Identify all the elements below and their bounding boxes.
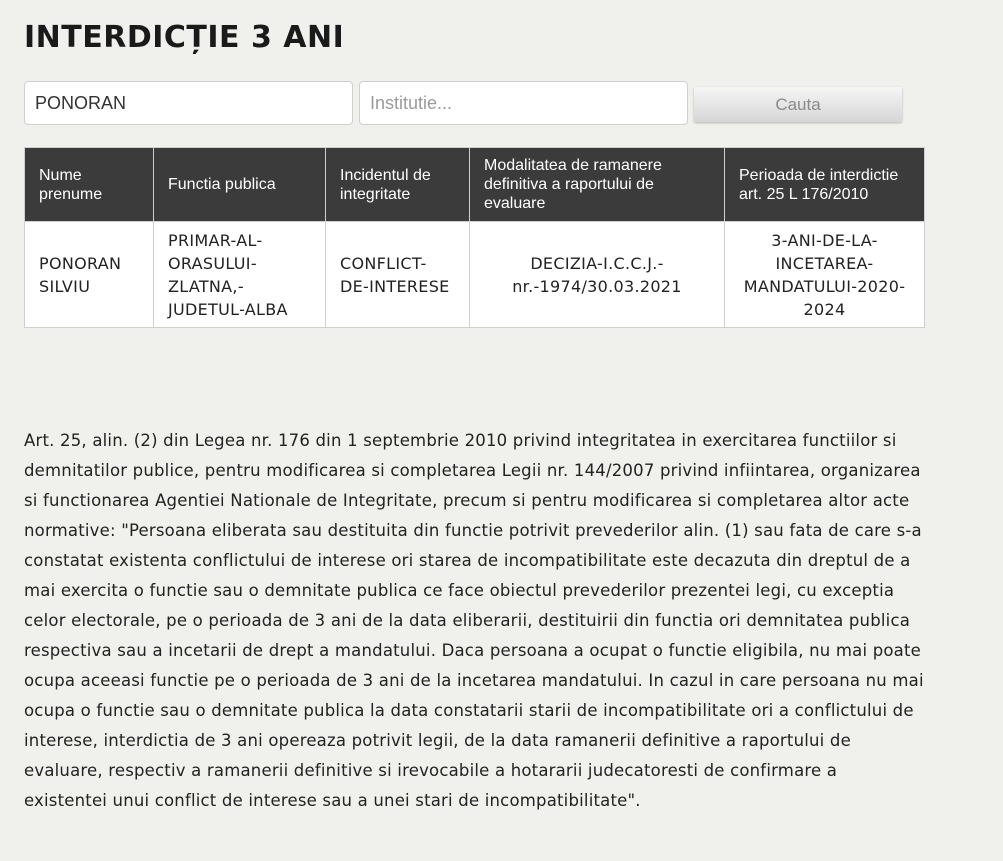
page-title: INTERDICȚIE 3 ANI xyxy=(24,20,345,55)
column-header-modality: Modalitatea de ramanere definitiva a raportului de evaluare xyxy=(470,148,725,222)
cell-name: PONORAN SILVIU xyxy=(25,222,154,328)
column-header-period: Perioada de interdictie art. 25 L 176/2010 xyxy=(725,148,925,222)
cell-incident: CONFLICT-DE-INTERESE xyxy=(326,222,470,328)
table-row xyxy=(25,222,925,328)
search-button[interactable]: Cauta xyxy=(694,87,902,122)
cell-modality: DECIZIA-I.C.C.J.-nr.-1974/30.03.2021 xyxy=(470,222,725,328)
column-header-name: Nume prenume xyxy=(25,148,154,222)
search-bar xyxy=(24,81,924,125)
column-header-incident: Incidentul de integritate xyxy=(326,148,470,222)
table-header-row xyxy=(25,148,925,222)
legal-text-paragraph: Art. 25, alin. (2) din Legea nr. 176 din 1 septembrie 2010 privind integritatea in exercitarea functiilor si demnitatilor publice, pentru modificarea si completarea Legii nr. 144/2007 privind infiintarea, organizarea si functionarea Agentiei Nationale de Integritate, precum si pentru modificarea si completarea altor acte normative: "Persoana eliberata sau destituita din functie potrivit prevederilor alin. (1) sau fata de care s-a constatat existenta conflictului de interese ori starea de incompatibilitate este decazuta din dreptul de a mai exercita o functie sau o demnitate publica ce face obiectul prevederilor prezentei legi, cu exceptia celor electorale, pe o perioada de 3 ani de la data eliberarii, destituirii din functia ori demnitatea publica respectiva sau a incetarii de drept a mandatului. Daca persoana a ocupat o functie eligibila, nu mai poate ocupa aceeasi functie pe o perioada de 3 ani de la incetarea mandatului. In cazul in care persoana nu mai ocupa o functie sau o demnitate publica la data constatarii starii de incompatibilitate ori a conflictului de interese, interdictia de 3 ani opereaza potrivit legii, de la data ramanerii definitive a raportului de evaluare, respectiv a ramanerii definitive si irevocabile a hotararii judecatoresti de confirmare a existentei unui conflict de interese sau a unei stari de incompatibilitate". xyxy=(24,431,924,810)
cell-period: 3-ANI-DE-LA-INCETAREA-MANDATULUI-2020-2024 xyxy=(725,222,925,328)
cell-function: PRIMAR-AL-ORASULUI-ZLATNA,-JUDETUL-ALBA xyxy=(154,222,326,328)
institution-search-input[interactable] xyxy=(359,81,688,125)
name-search-input[interactable] xyxy=(24,81,353,125)
column-header-function: Functia publica xyxy=(154,148,326,222)
results-table xyxy=(24,147,925,328)
